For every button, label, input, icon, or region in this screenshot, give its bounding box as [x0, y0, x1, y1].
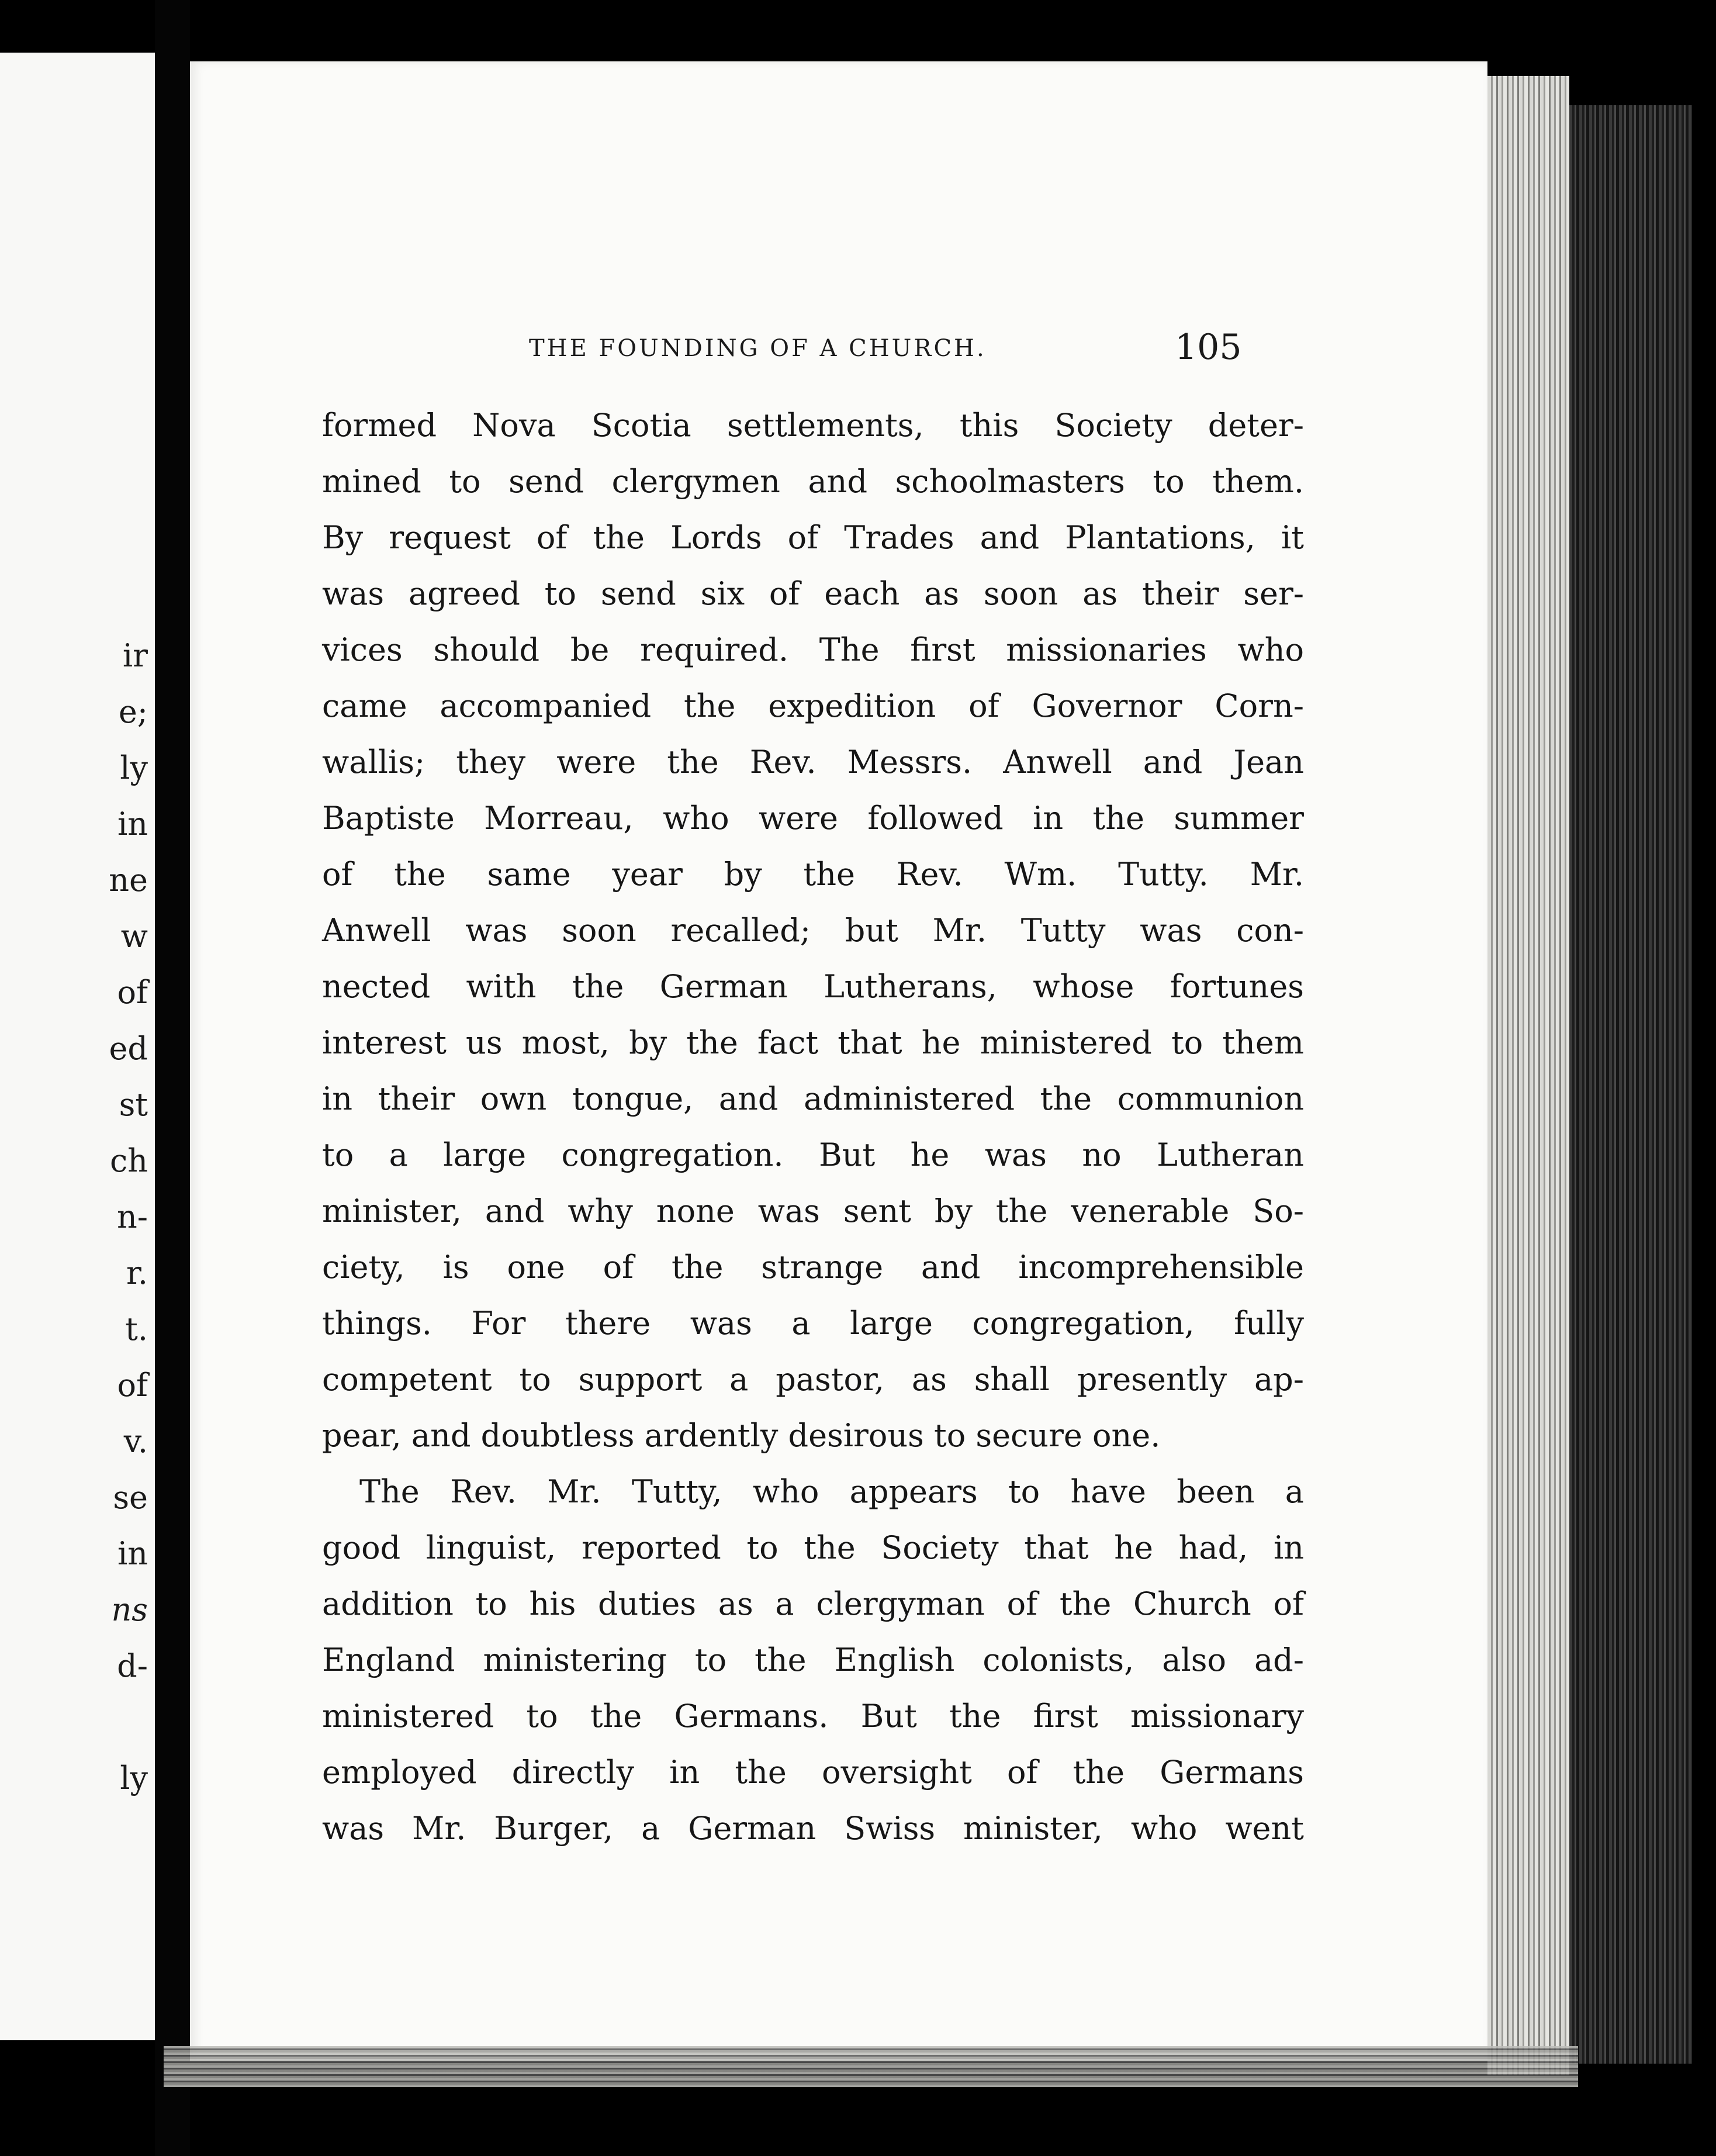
text-line: The Rev. Mr. Tutty, who appears to have been a: [359, 1473, 1304, 1510]
text-line: to a large congregation. But he was no Lutheran: [322, 1136, 1304, 1173]
text-line: interest us most, by the fact that he ministered to them: [322, 1024, 1304, 1061]
running-head: [190, 327, 1487, 372]
running-head-title: THE FOUNDING OF A CHURCH.: [529, 335, 987, 362]
left-page-fragment: ne: [109, 862, 148, 899]
book-gutter: [155, 0, 190, 2156]
left-page-fragment: ed: [109, 1030, 148, 1067]
text-line: ministered to the Germans. But the first missionary: [322, 1698, 1304, 1735]
text-line: good linguist, reported to the Society that he had, in: [322, 1529, 1304, 1566]
left-page-fragment: ir: [122, 637, 148, 674]
page-number: 105: [1175, 327, 1242, 368]
left-page-fragment: ly: [120, 749, 148, 786]
left-page-fragment: st: [119, 1086, 148, 1123]
body-text: [322, 398, 1304, 1857]
text-line: came accompanied the expedition of Governor Corn-: [322, 687, 1304, 724]
left-page-fragment: t.: [125, 1311, 148, 1348]
text-line: things. For there was a large congregation, fully: [322, 1305, 1304, 1342]
text-line: wallis; they were the Rev. Messrs. Anwell and Jean: [322, 744, 1304, 780]
text-line: of the same year by the Rev. Wm. Tutty. Mr.: [322, 856, 1304, 893]
left-page-fragment: n-: [116, 1198, 148, 1235]
left-page-fragment: of: [117, 1367, 148, 1404]
text-line: nected with the German Lutherans, whose fortunes: [322, 968, 1304, 1005]
left-page-fragment: in: [117, 806, 148, 842]
left-page-fragment: v.: [123, 1423, 148, 1460]
left-page-fragment: ns: [111, 1591, 148, 1628]
left-page-fragment: e;: [118, 693, 148, 730]
text-line: competent to support a pastor, as shall presently ap-: [322, 1361, 1304, 1398]
left-page-fragment: in: [117, 1535, 148, 1572]
text-line: Baptiste Morreau, who were followed in the summer: [322, 800, 1304, 837]
text-line: Anwell was soon recalled; but Mr. Tutty was con-: [322, 912, 1304, 949]
left-facing-page: [0, 53, 155, 2040]
text-line: formed Nova Scotia settlements, this Society deter-: [322, 407, 1304, 444]
text-line: vices should be required. The first missionaries who: [322, 631, 1304, 668]
text-line: was agreed to send six of each as soon as their ser-: [322, 575, 1304, 612]
right-page: [190, 61, 1487, 2061]
text-line: By request of the Lords of Trades and Plantations, it: [322, 519, 1304, 556]
left-page-fragment: of: [117, 974, 148, 1011]
text-line: mined to send clergymen and schoolmasters to them.: [322, 463, 1304, 500]
left-page-fragment: ch: [109, 1142, 148, 1179]
text-line: minister, and why none was sent by the venerable So-: [322, 1193, 1304, 1229]
left-page-fragment: ly: [120, 1760, 148, 1796]
left-page-fragment: w: [120, 918, 148, 955]
text-line: ciety, is one of the strange and incomprehensible: [322, 1249, 1304, 1286]
text-line: England ministering to the English colonists, also ad-: [322, 1642, 1304, 1678]
text-line: employed directly in the oversight of the Germans: [322, 1754, 1304, 1791]
left-page-fragment: se: [113, 1479, 148, 1516]
left-page-fragment: r.: [126, 1255, 148, 1291]
left-page-text-fragments: [0, 53, 155, 2040]
bottom-page-edges: [164, 2046, 1578, 2087]
text-line: was Mr. Burger, a German Swiss minister, who went: [322, 1810, 1304, 1847]
text-line: addition to his duties as a clergyman of the Church of: [322, 1585, 1304, 1622]
page-edges: [1487, 76, 1569, 2075]
book-cover-edge: [1569, 105, 1692, 2064]
text-line: pear, and doubtless ardently desirous to secure one.: [322, 1417, 1161, 1454]
text-line: in their own tongue, and administered the communion: [322, 1080, 1304, 1117]
left-page-fragment: d-: [117, 1647, 148, 1684]
